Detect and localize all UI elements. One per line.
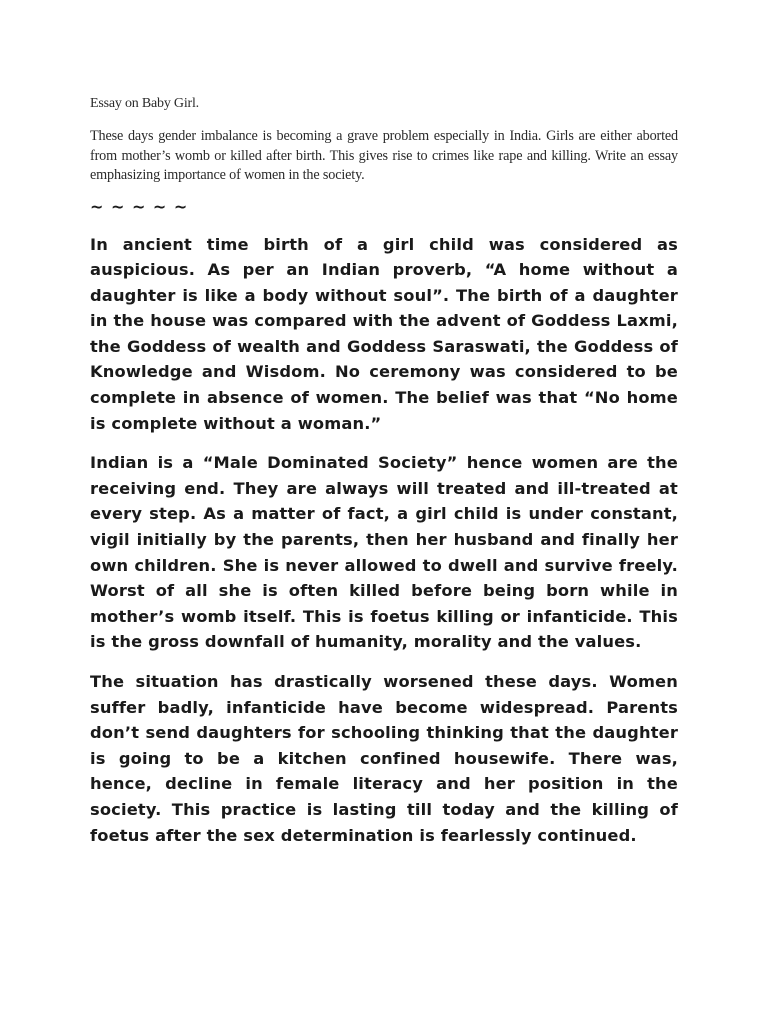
essay-paragraph-1: In ancient time birth of a girl child was considered as auspicious. As per an Indian proverb, “A home without a daughter is like a body without soul”. The birth of a daughter in the house was compared with the advent of Goddess Laxmi, the Goddess of wealth and Goddess Saraswati, the Goddess of Knowledge and Wisdom. No ceremony was considered to be complete in absence of women. The belief was that “No home is complete without a woman.”	[90, 234, 678, 433]
essay-paragraph-3: The situation has drastically worsened these days. Women suffer badly, infanticide have become widespread. Parents don’t send daughters for schooling thinking that the daughter is going to be a kitchen confined housewife. There was, hence, decline in female literacy and her position in the society. This practice is lasting till today and the killing of foetus after the sex determination is fearlessly continued.	[90, 672, 678, 845]
essay-paragraph-2: Indian is a “Male Dominated Society” hence women are the receiving end. They are always will treated and ill-treated at every step. As a matter of fact, a girl child is under constant, vigil initially by the parents, then her husband and finally her own children. She is never allowed to dwell and survive freely. Worst of all she is often killed before being born while in mother’s womb itself. This is foetus killing or infanticide. This is the gross downfall of humanity, morality and the values.	[90, 453, 678, 652]
essay-title: Essay on Baby Girl.	[90, 96, 199, 111]
essay-prompt: These days gender imbalance is becoming a grave problem especially in India. Girls are either aborted from mother’s womb or killed after birth. This gives rise to crimes like rape and killing. Write an essay emphasizing importance of women in the society.	[90, 128, 678, 183]
section-separator: ~ ~ ~ ~ ~	[90, 196, 189, 216]
document-body	[90, 94, 678, 862]
